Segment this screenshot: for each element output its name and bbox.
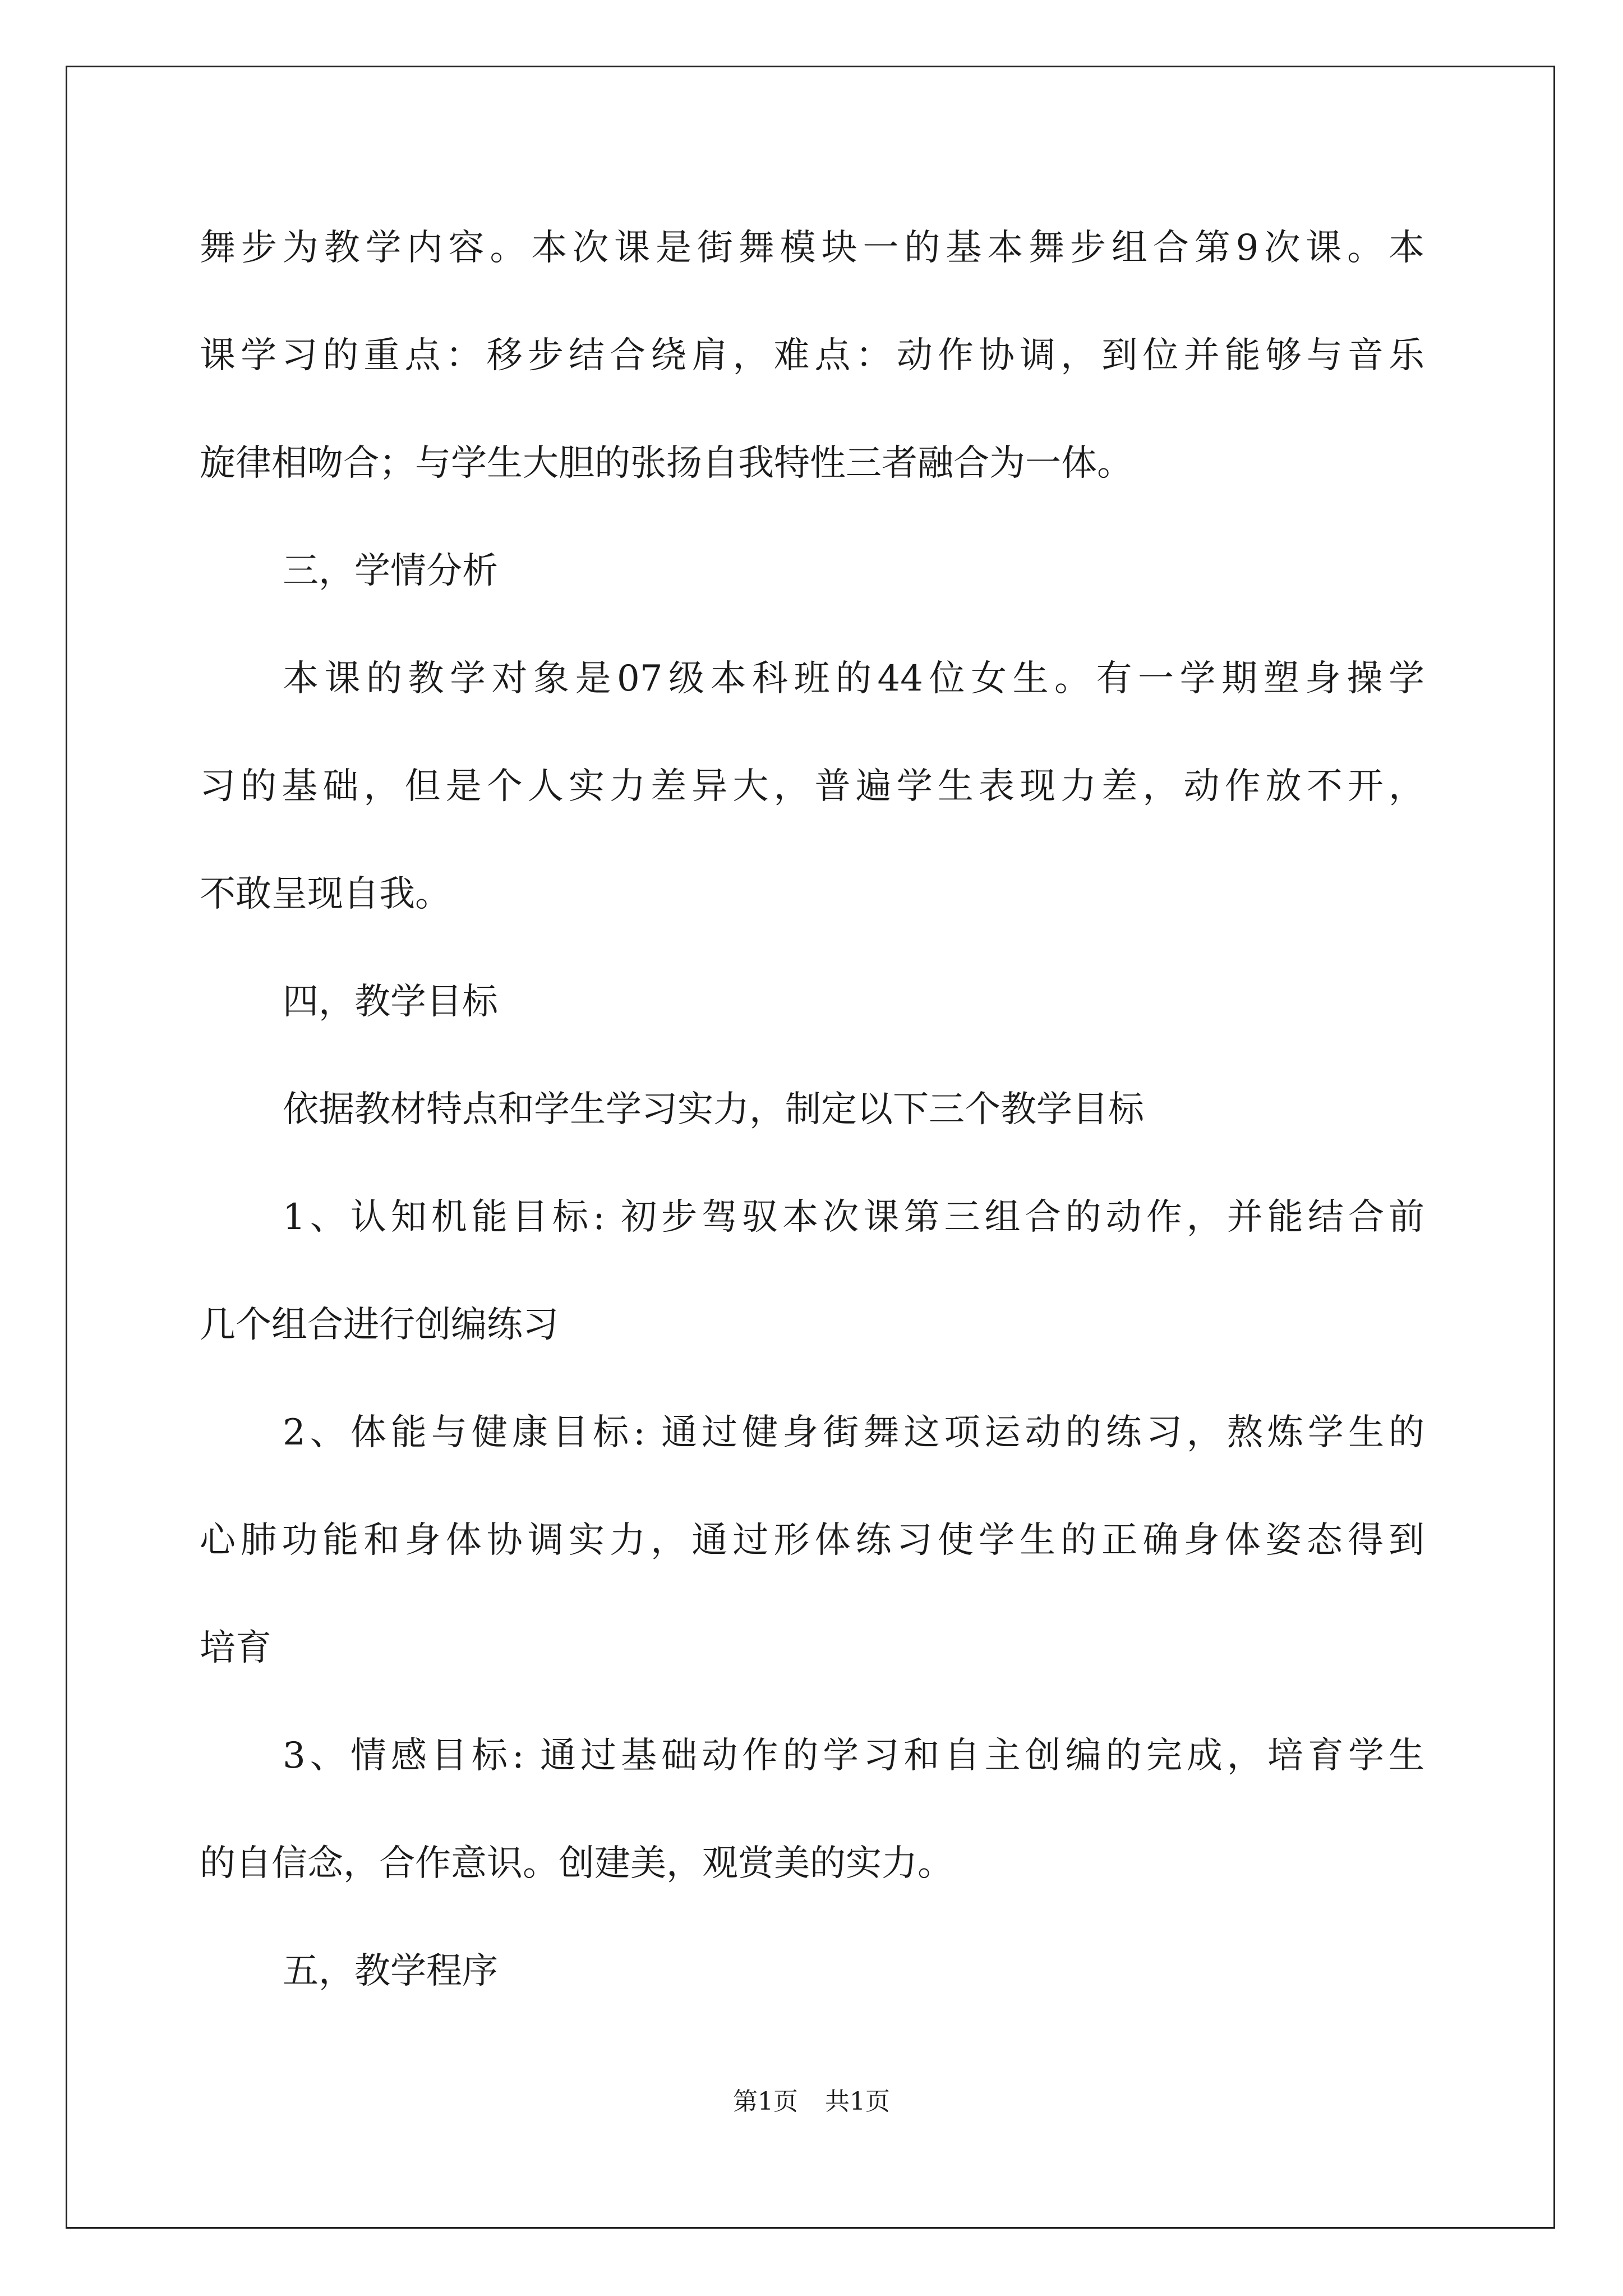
page-footer <box>0 2087 1623 2116</box>
paragraph-line: 心肺功能和身体协调实力，通过形体练习使学生的正确身体姿态得到 <box>200 1520 1424 1561</box>
paragraph-line: 3、情感目标: 通过基础动作的学习和自主创编的完成，培育学生 <box>283 1735 1424 1777</box>
paragraph-line: 的自信念，合作意识。创建美，观赏美的实力。 <box>200 1843 953 1884</box>
paragraph-line: 2、体能与健康目标: 通过健身街舞这项运动的练习，熬炼学生的 <box>283 1412 1424 1453</box>
section-heading: 三，学情分析 <box>283 550 498 592</box>
paragraph-line: 不敢呈现自我。 <box>200 873 451 915</box>
page-number: 第1页 <box>733 2087 798 2116</box>
paragraph-line: 旋律相吻合；与学生大胆的张扬自我特性三者融合为一体。 <box>200 443 1133 484</box>
paragraph-line: 培育 <box>200 1627 271 1669</box>
paragraph-line: 依据教材特点和学生学习实力，制定以下三个教学目标 <box>283 1089 1144 1130</box>
page-border <box>66 66 1555 2229</box>
paragraph-line: 习的基础，但是个人实力差异大，普遍学生表现力差，动作放不开， <box>200 766 1424 807</box>
section-heading: 四，教学目标 <box>283 981 498 1023</box>
page-total: 共1页 <box>825 2087 890 2116</box>
paragraph-line: 1、认知机能目标: 初步驾驭本次课第三组合的动作，并能结合前 <box>283 1197 1424 1238</box>
section-heading: 五，教学程序 <box>283 1950 498 1992</box>
paragraph-line: 舞步为教学内容。本次课是街舞模块一的基本舞步组合第9次课。本 <box>200 227 1424 269</box>
paragraph-line: 几个组合进行创编练习 <box>200 1304 559 1346</box>
paragraph-line: 本课的教学对象是07级本科班的44位女生。有一学期塑身操学 <box>283 658 1424 700</box>
paragraph-line: 课学习的重点：移步结合绕肩，难点：动作协调，到位并能够与音乐 <box>200 335 1424 376</box>
